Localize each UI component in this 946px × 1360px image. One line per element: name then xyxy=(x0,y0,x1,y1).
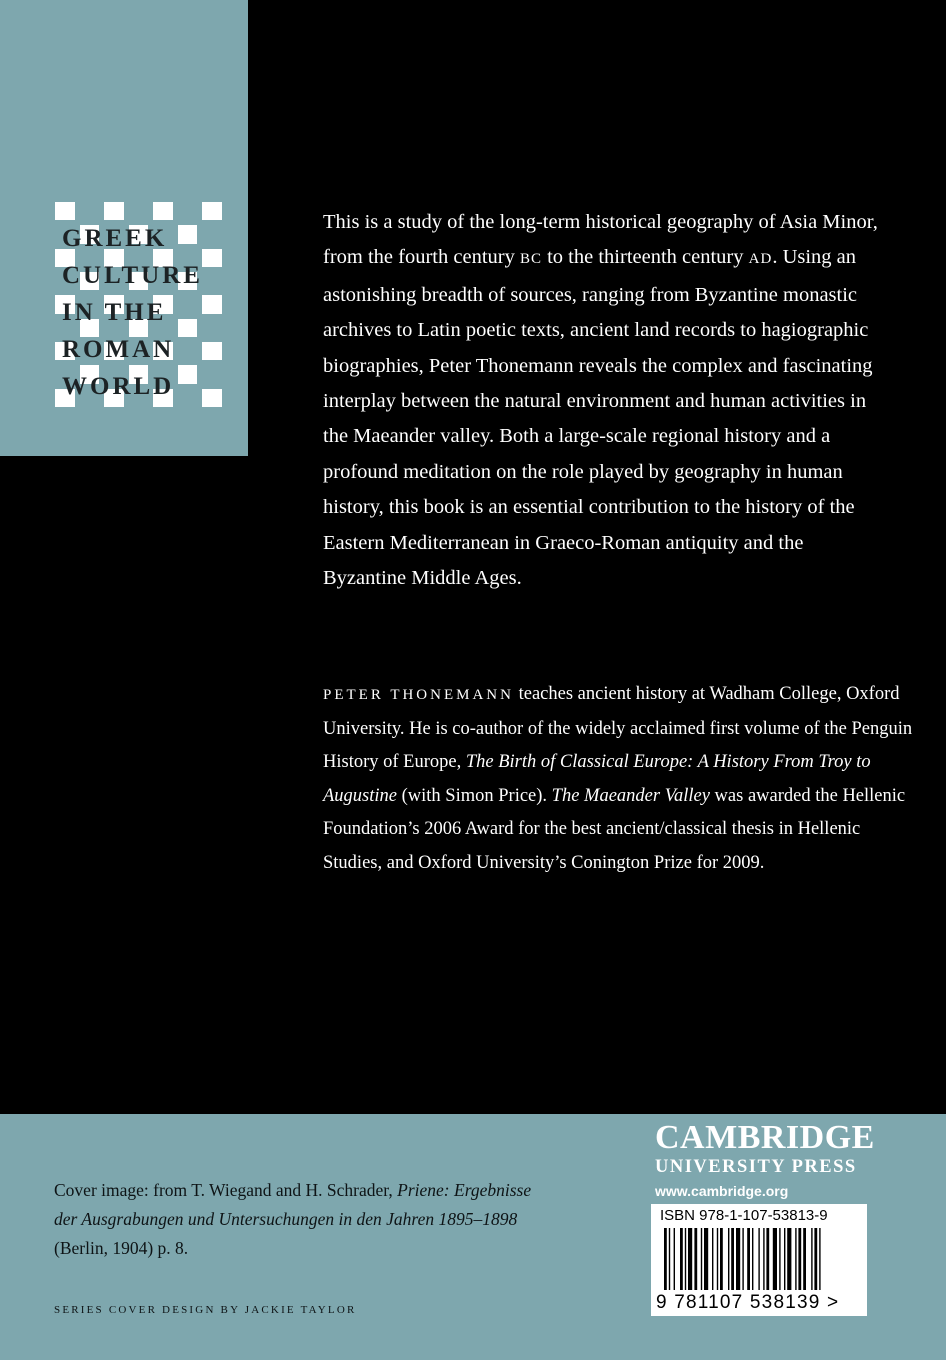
era-bc: BC xyxy=(519,251,542,268)
series-title-line: CULTURE xyxy=(62,262,203,289)
series-title-line: GREEK xyxy=(62,225,168,252)
book-title: The Maeander Valley xyxy=(551,785,710,806)
cover-image-credit xyxy=(54,1176,534,1263)
isbn-label: ISBN 978-1-107-53813-9 xyxy=(660,1207,828,1224)
barcode-digits: 9 781107 538139 > xyxy=(656,1292,840,1313)
series-title-line: WORLD xyxy=(62,373,175,400)
blurb-text: This is a study of the long-term historical geography of Asia Minor, from the fourth century xyxy=(323,211,878,269)
author-name: PETER THONEMANN xyxy=(323,687,514,703)
blurb-text: to the thirteenth century xyxy=(547,246,744,269)
author-bio xyxy=(323,678,923,880)
series-title xyxy=(62,220,222,405)
author-text: was awarded the Hellenic Foundation’s 2006 Award for the best ancient/classical thesis in Hellenic Studies, and Oxford University’s Conington Prize for 2009. xyxy=(323,785,906,873)
book-title: The Birth of Classical Europe: A History From Troy to Augustine xyxy=(323,752,871,806)
author-text: (with Simon Price). xyxy=(401,785,548,806)
series-title-line: IN THE xyxy=(62,299,167,326)
design-credit: SERIES COVER DESIGN BY JACKIE TAYLOR xyxy=(54,1304,357,1316)
blurb-text: . Using an astonishing breadth of sources, ranging from Byzantine monastic archives to Latin poetic texts, ancient land records to hagiographic biographies, Peter Thonemann reveals the complex and fascinating interplay between the natural environment and human activities in the Maeander valley. Both a large-scale regional history and a profound meditation on the role played by geography in human history, this book is an essential contribution to the history of the Eastern Mediterranean in Graeco-Roman antiquity and the Byzantine Middle Ages. xyxy=(323,246,873,590)
credit-text: (Berlin, 1904) p. 8. xyxy=(54,1238,189,1258)
publisher-logo xyxy=(655,1120,885,1202)
barcode-icon xyxy=(664,1228,860,1290)
author-text: teaches ancient history at Wadham College, Oxford University. He is co-author of the widely acclaimed first volume of the Penguin History of Europe, xyxy=(323,684,913,772)
publisher-name: CAMBRIDGE xyxy=(655,1119,875,1156)
publisher-subname: UNIVERSITY PRESS xyxy=(655,1157,857,1177)
series-title-line: ROMAN xyxy=(62,336,175,363)
book-blurb xyxy=(323,205,883,596)
series-panel xyxy=(0,0,248,456)
era-ad: AD xyxy=(748,251,773,268)
credit-text: Cover image: from T. Wiegand and H. Schrader, xyxy=(54,1180,393,1200)
credit-title: Priene: Ergebnisse der Ausgrabungen und Untersuchungen in den Jahren 1895–1898 xyxy=(54,1180,532,1229)
publisher-website: www.cambridge.org xyxy=(655,1183,789,1199)
